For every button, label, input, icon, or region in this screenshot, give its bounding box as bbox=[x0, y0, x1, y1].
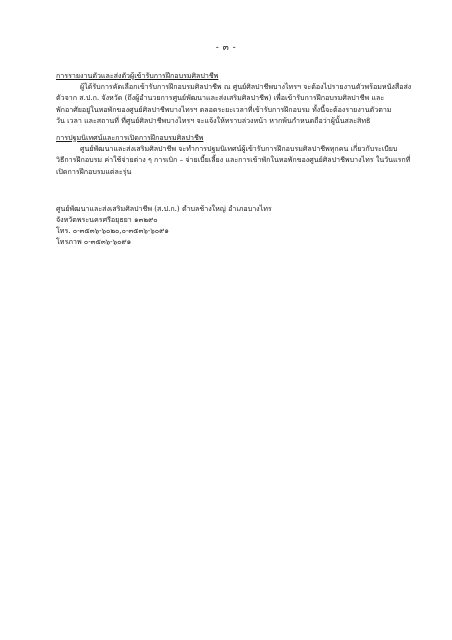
reporting-paragraph bbox=[56, 81, 418, 126]
contact-fax: โทรภาพ ๐-๓๕๓๖-๖๐๙๑ bbox=[56, 237, 132, 247]
paragraph-line: พักอาศัยอยู่ในหอพักของศูนย์ศิลปาชีพบางไทรฯ ตลอดระยะเวลาที่เข้ารับการฝึกอบรม ทั้งนี้จะต้องรายงานตัวตาม bbox=[56, 104, 392, 114]
paragraph-line: ศูนย์พัฒนาและส่งเสริมศิลปาชีพ จะทำการปฐมนิเทศน์ผู้เข้ารับการฝึกอบรมศิลปาชีพทุกคน เกี่ยวกับระเบียบ bbox=[80, 144, 398, 154]
paragraph-line: ตัวจาก ส.ป.ก. จังหวัด (ถึงผู้อำนวยการศูนย์พัฒนาและส่งเสริมศิลปาชีพ) เพื่อเข้ารับการฝึกอบรมศิลปาชีพ และ bbox=[56, 93, 385, 103]
contact-province: จังหวัดพระนครศรีอยุธยา ๑๓๒๙๐ bbox=[56, 215, 158, 225]
paragraph-line: ผู้ได้รับการคัดเลือกเข้ารับการฝึกอบรมศิลปาชีพ ณ ศูนย์ศิลปาชีพบางไทรฯ จะต้องไปรายงานตัวพร้อมหนังสือส่ง bbox=[80, 82, 412, 92]
paragraph-line: เปิดการฝึกอบรมแต่ละรุ่น bbox=[56, 166, 132, 176]
section-heading-orientation: การปฐมนิเทศน์และการเปิดการฝึกอบรมศิลปาชีพ bbox=[56, 133, 204, 143]
section-heading-reporting: การรายงานตัวและส่งตัวผู้เข้ารับการฝึกอบรมศิลปาชีพ bbox=[56, 71, 219, 80]
orientation-paragraph bbox=[56, 143, 418, 177]
page-number: - ๓ - bbox=[215, 43, 237, 53]
document-body bbox=[56, 70, 418, 248]
contact-organization: ศูนย์พัฒนาและส่งเสริมศิลปาชีพ (ส.ป.ก.) ตำบลช้างใหญ่ อำเภอบางไทร bbox=[56, 203, 272, 213]
contact-block bbox=[56, 203, 418, 248]
paragraph-line: วิธีการฝึกอบรม ค่าใช้จ่ายต่าง ๆ การเบิก – จ่ายเบี้ยเลี้ยง และการเข้าพักในหอพักของศูนย์ศิลปาชีพบางไทร ในวันแรกที่ bbox=[56, 155, 411, 165]
paragraph-line: วัน เวลา และสถานที่ ที่ศูนย์ศิลปาชีพบางไทรฯ จะแจ้งให้ทราบล่วงหน้า หากพ้นกำหนดถือว่าผู้นั้นสละสิทธิ bbox=[56, 115, 371, 125]
contact-phone: โทร. ๐-๓๕๓๖-๖๐๒๐,๐-๓๕๓๖-๖๐๙๑ bbox=[56, 226, 169, 236]
